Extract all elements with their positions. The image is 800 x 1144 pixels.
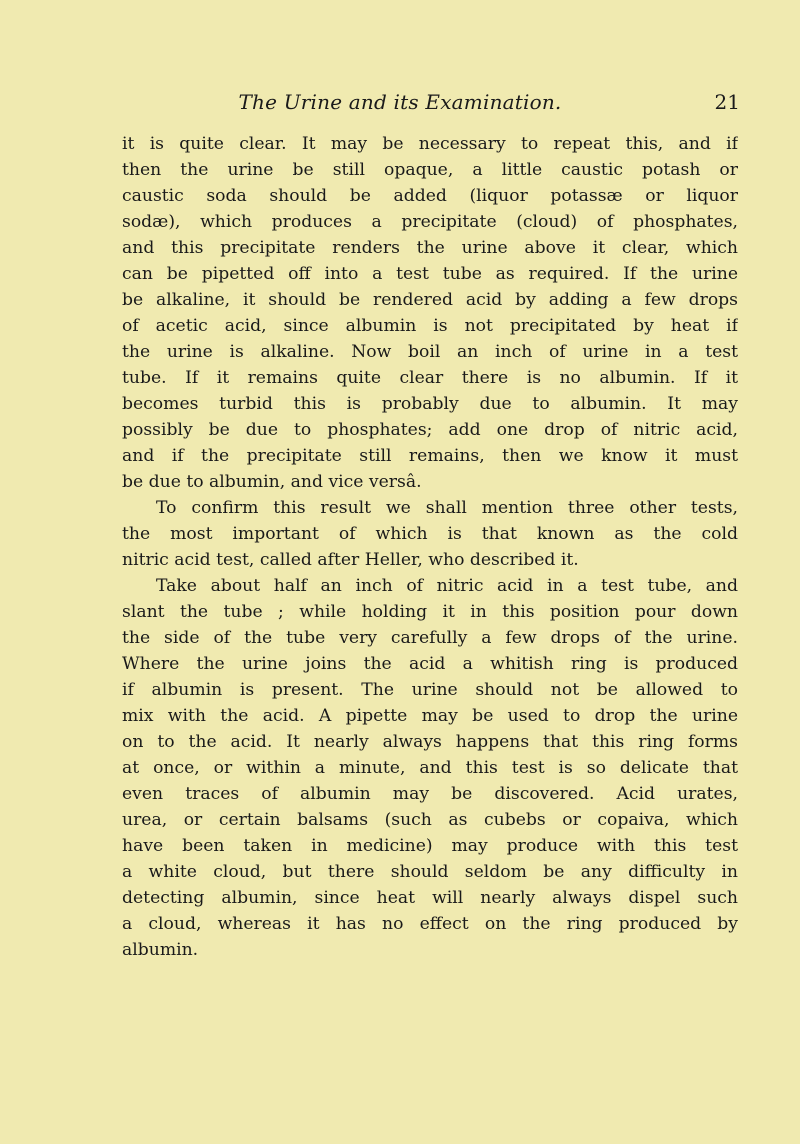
- text-line: even traces of albumin may be discovered. Acid urates,: [122, 784, 738, 804]
- text-line: at once, or within a minute, and this test is so delicate that: [122, 758, 738, 778]
- text-line: Where the urine joins the acid a whitish ring is produced: [122, 654, 738, 674]
- text-line: possibly be due to phosphates; add one drop of nitric acid,: [122, 420, 738, 440]
- text-line: of acetic acid, since albumin is not precipitated by heat if: [122, 316, 738, 336]
- text-line: on to the acid. It nearly always happens that this ring forms: [122, 732, 738, 752]
- text-line: sodæ), which produces a precipitate (cloud) of phosphates,: [122, 212, 738, 232]
- text-line: the side of the tube very carefully a few drops of the urine.: [122, 628, 738, 648]
- text-line: and this precipitate renders the urine above it clear, which: [122, 238, 738, 258]
- page-number: 21: [714, 90, 740, 114]
- text-line: albumin.: [122, 940, 199, 960]
- running-title: The Urine and its Examination.: [238, 90, 562, 114]
- text-line: it is quite clear. It may be necessary to repeat this, and if: [122, 134, 738, 154]
- text-line: have been taken in medicine) may produce with this test: [122, 836, 738, 856]
- text-line: can be pipetted off into a test tube as required. If the urine: [122, 264, 738, 284]
- text-line: then the urine be still opaque, a little caustic potash or: [122, 160, 738, 180]
- text-line: tube. If it remains quite clear there is no albumin. If it: [122, 368, 738, 388]
- text-line: be due to albumin, and vice versâ.: [122, 472, 422, 492]
- text-line: To confirm this result we shall mention three other tests,: [156, 498, 738, 518]
- text-line: the urine is alkaline. Now boil an inch of urine in a test: [122, 342, 738, 362]
- text-line: Take about half an inch of nitric acid in a test tube, and: [156, 576, 738, 596]
- text-line: the most important of which is that known as the cold: [122, 524, 738, 544]
- text-line: be alkaline, it should be rendered acid by adding a few drops: [122, 290, 738, 310]
- text-line: a cloud, whereas it has no effect on the ring produced by: [122, 914, 738, 934]
- page-header: [120, 90, 740, 120]
- text-line: if albumin is present. The urine should not be allowed to: [122, 680, 738, 700]
- text-line: nitric acid test, called after Heller, who described it.: [122, 550, 579, 570]
- text-line: becomes turbid this is probably due to albumin. It may: [122, 394, 738, 414]
- text-line: mix with the acid. A pipette may be used to drop the urine: [122, 706, 738, 726]
- text-line: detecting albumin, since heat will nearly always dispel such: [122, 888, 738, 908]
- text-line: and if the precipitate still remains, then we know it must: [122, 446, 738, 466]
- text-line: caustic soda should be added (liquor potassæ or liquor: [122, 186, 738, 206]
- text-line: a white cloud, but there should seldom be any difficulty in: [122, 862, 738, 882]
- text-line: urea, or certain balsams (such as cubebs or copaiva, which: [122, 810, 738, 830]
- body-text: [122, 131, 738, 963]
- text-line: slant the tube ; while holding it in this position pour down: [122, 602, 738, 622]
